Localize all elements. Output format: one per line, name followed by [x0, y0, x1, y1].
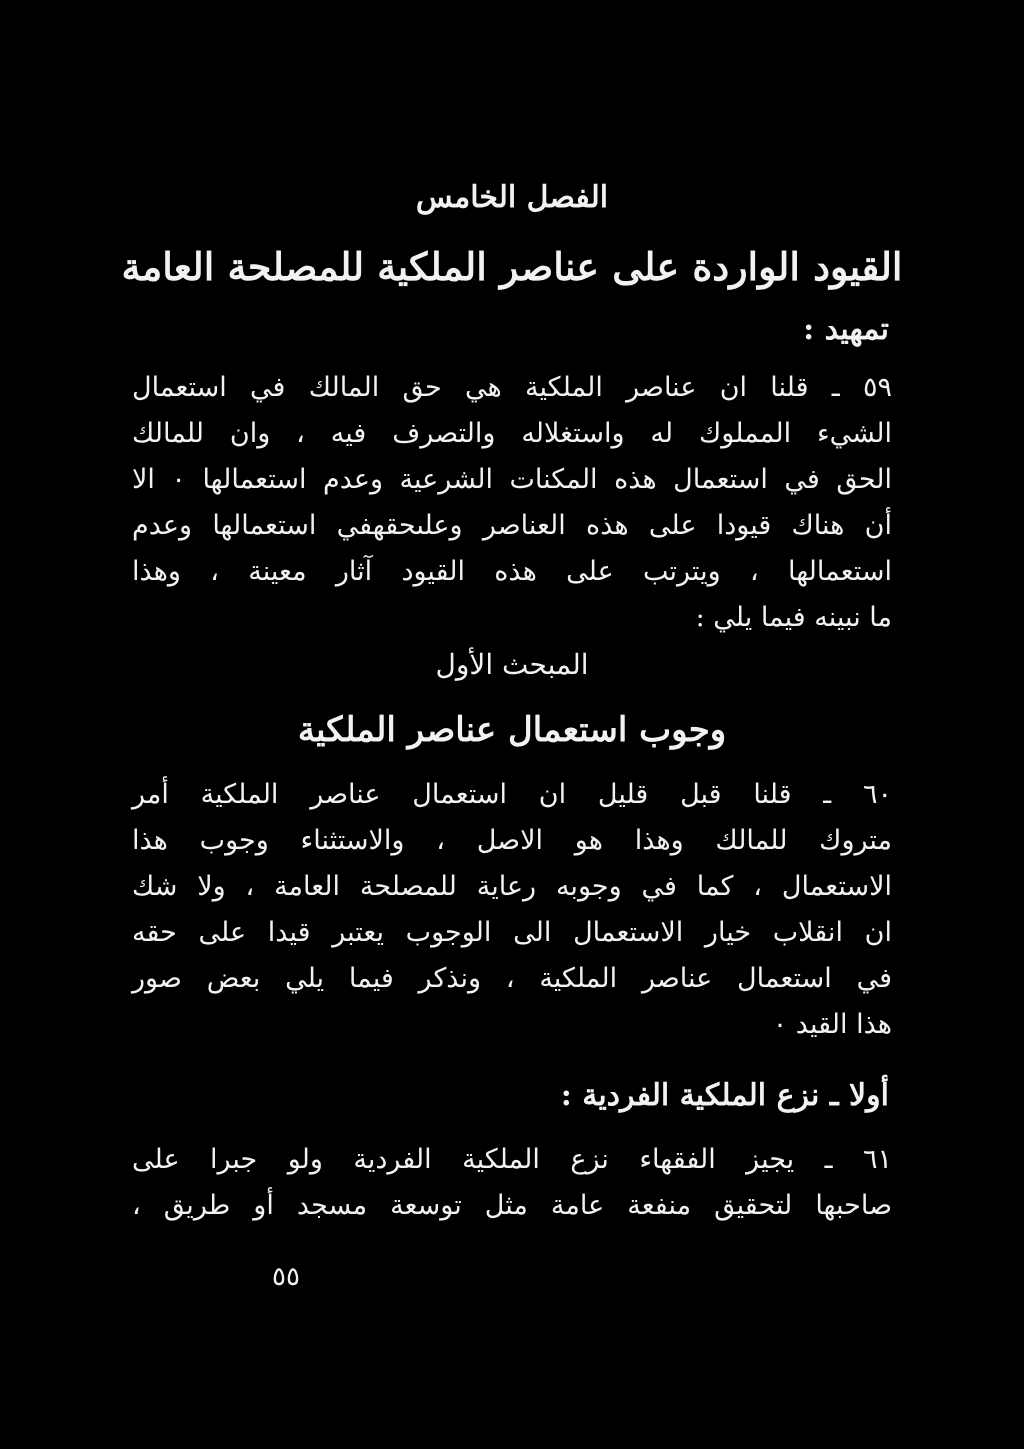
text-line: ما نبينه فيما يلي : [695, 602, 892, 633]
paragraph-61 [132, 1137, 892, 1229]
paragraph-59 [132, 365, 892, 641]
intro-heading: تمهيد : [803, 312, 889, 347]
chapter-heading: الفصل الخامس [415, 180, 609, 215]
text-line: ان انقلاب خيار الاستعمال الى الوجوب يعتبر قيدا على حقه [132, 917, 892, 948]
paragraph-60 [132, 772, 892, 1048]
subheading: أولا ـ نزع الملكية الفردية : [560, 1078, 889, 1113]
section-title: وجوب استعمال عناصر الملكية [297, 710, 727, 750]
page-number: ٥٥ [272, 1262, 300, 1292]
section-label: المبحث الأول [435, 648, 589, 681]
text-line: ٦١ ـ يجيز الفقهاء نزع الملكية الفردية ولو جبرا على [132, 1144, 892, 1175]
text-line: متروك للمالك وهذا هو الاصل ، والاستثناء وجوب هذا [132, 825, 892, 856]
chapter-title: القيود الواردة على عناصر الملكية للمصلحة العامة [121, 244, 903, 289]
text-line: ٥٩ ـ قلنا ان عناصر الملكية هي حق المالك في استعمال [132, 372, 892, 403]
text-line: هذا القيد ٠ [772, 1009, 892, 1040]
text-line: ٦٠ ـ قلنا قبل قليل ان استعمال عناصر الملكية أمر [132, 779, 892, 810]
text-line: الشيء المملوك له واستغلاله والتصرف فيه ، وان للمالك [132, 418, 892, 449]
text-line: الاستعمال ، كما في وجوبه رعاية للمصلحة العامة ، ولا شك [132, 871, 892, 902]
text-line: صاحبها لتحقيق منفعة عامة مثل توسعة مسجد أو طريق ، [132, 1190, 892, 1221]
text-line: استعمالها ، ويترتب على هذه القيود آثار معينة ، وهذا [132, 556, 892, 587]
text-line: في استعمال عناصر الملكية ، ونذكر فيما يلي بعض صور [132, 963, 892, 994]
text-line: أن هناك قيودا على هذه العناصر وعلىحقهفي استعمالها وعدم [132, 510, 892, 541]
text-line: الحق في استعمال هذه المكنات الشرعية وعدم استعمالها ٠ الا [132, 464, 893, 495]
